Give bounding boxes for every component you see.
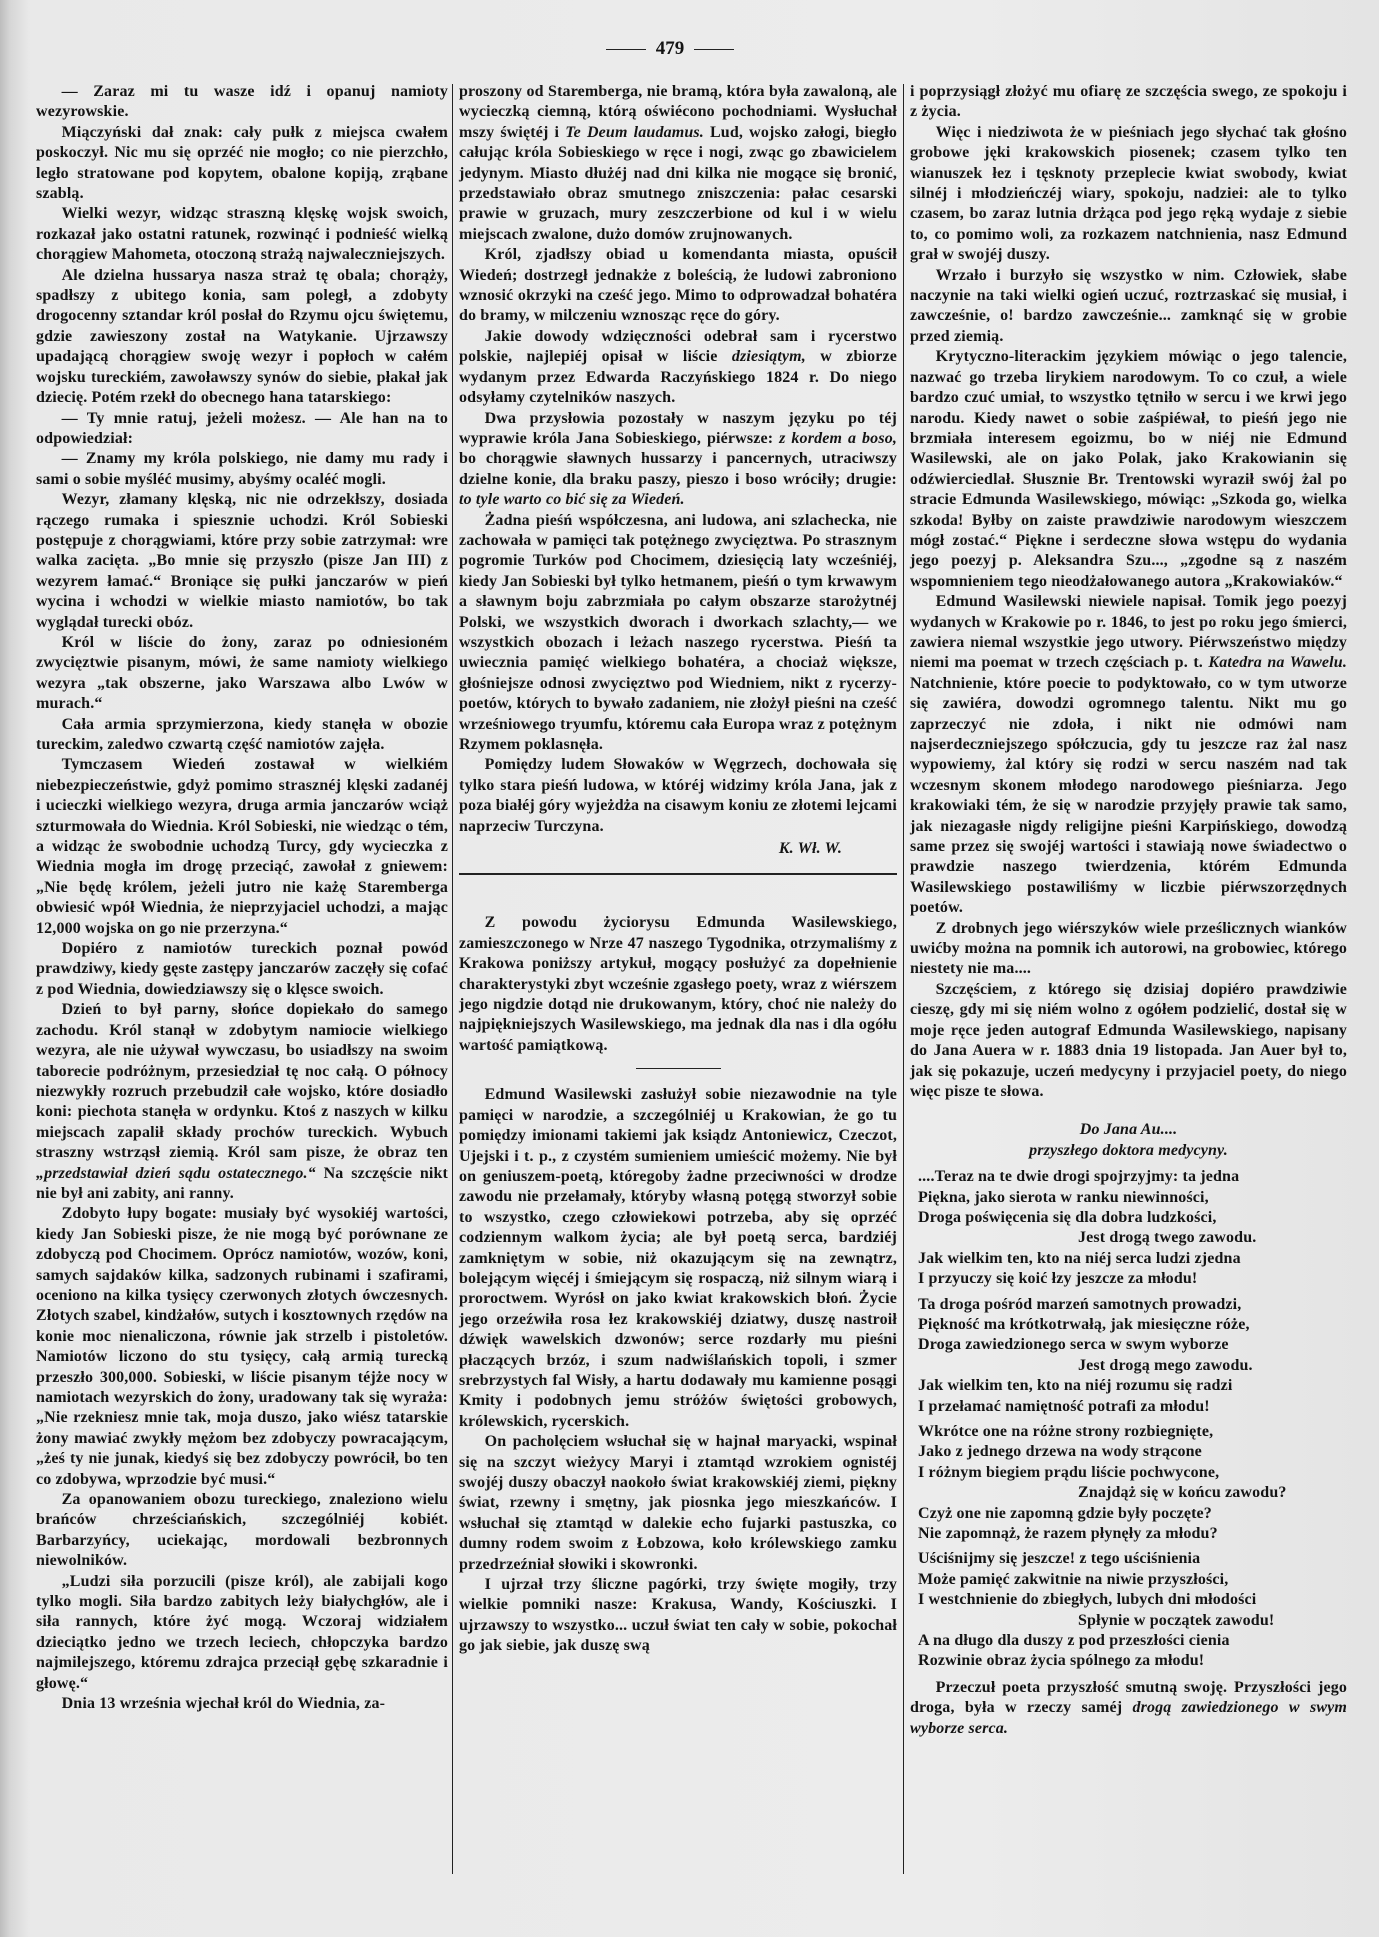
text: Edmund Wasilewski niewiele napisał. Tomik jego poezyj wydanych w Krakowie po r. 1846, to jest po roku jego śmierci, zawiera niemal wszystkie jego utwory. Piérwszeństwo między niemi ma poemat w trzech częściach p. t.: [910, 593, 1347, 672]
paragraph: [36, 266, 448, 409]
paragraph: [910, 123, 1347, 266]
text: Wielki wezyr, widząc straszną klęskę wojsk swoich, rozkazał jako ostatni ratunek, rozwinąć i podnieść wielką chorągiew Mahometa, otoczoną strażą najwaleczniejszych.: [36, 205, 448, 264]
paragraph: [36, 204, 448, 265]
short-rule: [636, 1068, 721, 1069]
italic-text: drogą zawiedzionego w swym wyborze serca.: [910, 1699, 1347, 1737]
poem-line: Jak wielkim ten, kto na niéj serca ludzi zjedna: [918, 1249, 1241, 1267]
poem-line: ....Teraz na te dwie drogi spojrzyjmy: ta jedna: [918, 1168, 1240, 1186]
poem-line: I westchnienie do zbiegłych, lubych dni młodości: [918, 1591, 1257, 1609]
paragraph: [36, 449, 448, 490]
text: Natchnienie, które poecie to podyktowało, co w tym utworze się zawiéra, dowodzi ogromnego talentu. Nikt mu go zaprzeczyć nie zdoła, i nikt nie odmówi nam najserdeczniejszego spółczucia, gdy tu jeszcze raz żal nasz wypowiemy, żal który się rodzi w sercu naszém nad tak wczesnym skonem młodego narodowego pieśniarza. Jego krakowiaki tém, że się w narodzie przyjęły prawie tak samo, jak niezagasłe nigdy religijne pieśni Karpińskiego, dowodzą same przez się swojéj wartości i stawiają nowe świadectwo o prawdzie naszego twierdzenia, którém Edmunda Wasilewskiego postawiliśmy w liczbie piérwszorzędnych poetów.: [910, 674, 1347, 917]
paragraph: [459, 409, 897, 511]
italic-text: Te Deum laudamus.: [565, 123, 704, 141]
author-signature: K. Wł. W.: [778, 840, 842, 858]
text: I ujrzał trzy śliczne pagórki, trzy święte mogiły, trzy wielkie pomniki nasze: Krakusa, Wandy, Kościuszki. I ujrzawszy to wszystko... uczuł świat ten cały w sobie, pokochał go jak siebie, jak duszę swą: [459, 1576, 897, 1655]
poem-stanza: [910, 1295, 1347, 1417]
paragraph: [459, 327, 897, 409]
text: Edmund Wasilewski zasłużył sobie niezawodnie na tyle pamięci w narodzie, a szczególniéj u Krakowian, że go tu pomiędzy imionami takiemi jak ksiądz Antoniewicz, Czeczot, Ujejski i t. p., z czystém sumieniem umieścić możemy. Nie był on geniuszem-poetą, któregoby żadne przeciwności w drodze zawodu nie przełamały, któryby własną potęgą stworzył sobie to wszystko, czego człowiekowi potrzeba, aby się oprzéć codziennym walkom życia; ale był poetą serca, bardziéj zamkniętym w sobie, niż okazującym się na zewnątrz, bolejącym więcéj i śmiejącym się rospaczą, niż silnym wiarą i proroctwem. Wyrósł on jako kwiat krakowskich błoń. Życie jego orzeźwiła rosa łez krakowskiéj dziatwy, duszę nastroił dźwięk wawelskich dzwonów; serce rozdarły mu pieśni płaczących brzóz, i szum nadwiślańskich topoli, i szmer srebrzystych fal Wisły, a hartu dodawały mu kamienne posągi Kmity i podobnych jemu stróżów świętości grobowych, królewskich, rycerskich.: [459, 1086, 897, 1430]
text: — Zaraz mi tu wasze idź i opanuj namioty wezyrowskie.: [36, 83, 448, 121]
paragraph: [910, 347, 1347, 592]
paragraph: [910, 1678, 1347, 1739]
paragraph: [459, 913, 897, 1056]
italic-text: to tyle warto co bić się za Wiedeń.: [459, 491, 685, 509]
text: Pomiędzy ludem Słowaków w Węgrzech, dochowała się tylko stara pieśń ludowa, w któréj widzimy króla Jana, jak z poza białéj góry wyjeżdża na cisawym koniu ze złotemi lejcami naprzeciw Turczyna.: [459, 756, 897, 835]
text: Zdobyto łupy bogate: musiały być wysokiéj wartości, kiedy Jan Sobieski pisze, że nie mogą być porównane ze zdobyczą pod Chocimem. Oprócz namiotów, wozów, koni, samych sajdaków kilka, sadzonych rubinami i szafirami, oceniono na kilka tysięcy czerwonych złotych ówczesnych. Złotych szabel, kindżałów, sutych i kosztownych rzędów na konie moc nienaliczona, równie jak strzelb i pistoletów. Namiotów liczono do stu tysięcy, całą armią turecką przeszło 300,000. Sobieski, w liście pisanym téjże nocy w namiotach wezyrskich do żony, uradowany tak się wyraża: „Nie rzekniesz mnie tak, moja duszo, jako wiész tatarskie żony mawiać zwykły mężom bez zdobyczy powracającym, „żeś ty nie junak, kiedyś się bez zdobyczy powrócił, bo ten co zdobywa, wprzodzie być musi.“: [36, 1205, 448, 1488]
text: Przeczuł poeta przyszłość smutną swoję. Przyszłości jego droga, była w rzeczy saméj: [910, 1678, 1347, 1717]
text: i poprzysiągł złożyć mu ofiarę ze szczęścia swego, ze spokoju i z życia.: [910, 83, 1347, 121]
column-divider: [452, 84, 453, 1874]
paragraph: [36, 123, 448, 205]
column-3: [910, 82, 1347, 1739]
text: On pacholęciem wsłuchał się w hajnał maryacki, wspinał się na szczyt wieżycy Maryi i ztamtąd wzrokiem ognistéj swojéj duszy obaczył naokoło świat krakowskiéj ziemi, piękny świat, rzewny i smętny, jak piosnka jego mieszkańców. I wsłuchał się ztamtąd w dalekie echo fujarki pastuszka, co dumny rodem swoim z Łobzowa, koło królewskiego zamku przedrzeźniał słowiki i skowronki.: [459, 1433, 897, 1573]
column-divider: [903, 84, 904, 1874]
wasilewski-article: [459, 1085, 897, 1656]
text: — Ty mnie ratuj, jeżeli możesz. — Ale han na to odpowiedział:: [36, 409, 448, 447]
text: Jakie dowody wdzięczności odebrał sam i rycerstwo polskie, najlepiéj opisał w liście: [459, 327, 897, 366]
italic-text: dziesiątym,: [731, 348, 806, 366]
poem-line: Rozwinie obraz życia spólnego za młodu!: [918, 1652, 1205, 1670]
poem-stanza: [910, 1549, 1347, 1671]
paragraph: [910, 82, 1347, 123]
poem-line: I różnym biegiem prądu liście pochwycone,: [918, 1463, 1220, 1481]
poem-line: Jest drogą twego zawodu.: [1078, 1229, 1257, 1247]
poem-body: [910, 1167, 1347, 1672]
paragraph: [459, 245, 897, 327]
text: Ale dzielna hussarya nasza straż tę obala; chorąży, spadłszy z ubitego konia, sam poległ, a zdobyty drogocenny sztandar król posłał do Rzymu ojcu świętemu, gdzie zawieszony został na Watykanie. Ujrzawszy upadającą chorągiew swoję wezyr i popłoch w całém wojsku tureckiém, zawoławszy synów do siebie, płakał jak dziecię. Potém rzekł do obecnego hana tatarskiego:: [36, 266, 448, 407]
paragraph: [36, 490, 448, 633]
paragraphs: [459, 82, 897, 837]
text: Tymczasem Wiedeń zostawał w wielkiém niebezpieczeństwie, gdyż pomimo strasznéj klęski zadanéj i ucieczki wielkiego wezyra, druga armia janczarów wciąż szturmowała do Wiednia. Król Sobieski, nie wiedząc o tém, a widząc że swobodnie uchodzą Turcy, gdy wycieczka z Wiednia mogła im drogę przeciąć, zawołał z gniewem: „Nie będę królem, jeżeli jutro nie każę Staremberga obwiesić wpół Wiednia, że nieprzyjaciel uchodzi, a mając 12,000 wojska on go nie przerzyna.“: [36, 756, 448, 937]
text: Król, zjadłszy obiad u komendanta miasta, opuścił Wiedeń; dostrzegł jednakże z boleścią, że ludowi zabroniono wznosić okrzyki na cześć jego. Mimo to odprowadzał bohatéra do bramy, w milczeniu wznosząc ręce do góry.: [459, 246, 897, 325]
paragraph: [36, 1000, 448, 1204]
text: Z drobnych jego wiérszyków wiele prześlicznych wianków uwićby można na pomnik ich autorowi, na grobowiec, którego niestety nie ma....: [910, 919, 1347, 978]
editorial-intro: [459, 913, 897, 1056]
poem-line: Piękna, jako sierota w ranku niewinności,: [918, 1188, 1209, 1206]
paragraph: [36, 939, 448, 1000]
paragraph: [459, 1085, 897, 1432]
text: Dnia 13 września wjechał król do Wiednia, za-: [61, 1695, 386, 1713]
paragraph: [459, 755, 897, 837]
paragraph: [36, 1490, 448, 1572]
text: Król w liście do żony, zaraz po odniesioném zwycięztwie pisanym, mówi, że same namioty wielkiego wezyra „tak obszerne, jako Warszawa albo Lwów w murach.“: [36, 633, 448, 713]
paragraph: [910, 266, 1347, 348]
poem-line: Droga zawiedzionego serca w swym wyborze: [918, 1336, 1229, 1354]
text: Wrzało i burzyło się wszystko w nim. Człowiek, słabe naczynie na taki wielki ogień uczuć, roztrzaskać się musiał, i zawcześnie, o! bardzo zawcześnie... zamknąć się w grobie przed ziemią.: [910, 266, 1347, 345]
text: w zbiorze wydanym przez Edwarda Raczyńskiego 1824 r. Do niego odsyłamy czytelników naszych.: [459, 348, 897, 407]
poem-line: Ta droga pośród marzeń samotnych prowadzi,: [918, 1295, 1242, 1313]
poem-line: Jako z jednego drzewa na wody strącone: [918, 1443, 1202, 1461]
text: bo chorągwie sławnych hussarzy i pancernych, utraciwszy dzielne konie, dla braku paszy, pieszo i boso wróciły; drugie:: [459, 450, 897, 488]
poem-line: I przyuczy się koić łzy jeszcze za młodu!: [918, 1270, 1198, 1288]
text: Szczęściem, z którego się dzisiaj dopiéro prawdziwie cieszę, gdy mi się niém wolno z ogółem podzielić, dostał się w moje ręce jeden autograf Edmunda Wasilewskiego, napisany do Jana Auera w r. 1883 dnia 19 listopada. Jan Auer był to, jak się pokazuje, uczeń medycyny i przyjaciel poety, do niego więc pisze te słowa.: [910, 980, 1347, 1100]
paragraph: [910, 980, 1347, 1102]
text: — Znamy my króla polskiego, nie damy mu rady i sami o sobie myśléć musimy, abyśmy ocaléć mogli.: [36, 450, 448, 488]
paragraph: [910, 919, 1347, 980]
section-rule: [459, 873, 897, 875]
paragraphs: [910, 82, 1347, 1102]
paragraph: [36, 1204, 448, 1490]
poem-title: Do Jana Au....: [1079, 1121, 1178, 1139]
dash-rule: [606, 49, 646, 50]
dash-rule: [694, 49, 734, 50]
paragraph: [459, 511, 897, 756]
poem-line: Wkrótce one na różne strony rozbiegnięte,: [918, 1423, 1214, 1440]
poem-line: Piękność ma krótkotrwałą, jak miesięczne róże,: [918, 1315, 1250, 1333]
page-number: [590, 38, 750, 60]
poem-line: Uściśnijmy się jeszcze! z tego uściśnienia: [918, 1550, 1201, 1568]
text: Lud, wojsko załogi, biegło całując króla Sobieskiego w ręce i nogi, zwąc go zbawicielem jedynym. Miasto dłużéj nad dni kilka nie mogące się bronić, przedstawiało obraz smutnego zniszczenia: pałac cesarski prawie w gruzach, mury zeszczerbione od kul i w wielu miejscach zwalone, dużo domów zrujnowanych.: [459, 123, 898, 243]
text: Cała armia sprzymierzona, kiedy stanęła w obozie tureckim, zaledwo czwartą część namiotów zajęła.: [36, 715, 448, 753]
text: Dwa przysłowia pozostały w naszym języku po téj wyprawie króla Jana Sobieskiego, piérwsze:: [459, 409, 897, 447]
paragraph: [36, 1572, 448, 1694]
paragraph: [36, 82, 448, 123]
poem-stanza: [910, 1422, 1347, 1544]
poem-line: Nie zapomnąż, że razem płynęły za młodu?: [918, 1525, 1218, 1543]
italic-text: „przedstawiał dzień sądu ostatecznego.“: [36, 1164, 316, 1182]
poem-line: Spłynie w początek zawodu!: [1078, 1611, 1275, 1629]
poem-line: Znajdąż się w końcu zawodu?: [1078, 1484, 1287, 1502]
paragraph: [910, 592, 1347, 919]
page-number-text: 479: [655, 38, 685, 59]
text: Dopiéro z namiotów tureckich poznał powód prawdziwy, kiedy gęste zastępy janczarów zaczęły się cofać z pod Wiednia, dowiedziawszy się o klęsce swoich.: [36, 940, 448, 998]
text: Za opanowaniem obozu tureckiego, znaleziono wielu brańców chrześciańskich, szczególniéj kobiét. Barbarzyńcy, uciekając, mordowali bezbronnych niewolników.: [36, 1491, 448, 1570]
paragraph: [36, 633, 448, 715]
poem-line: Czyż one nie zapomną gdzie były poczęte?: [918, 1504, 1212, 1522]
italic-text: z kordem a boso,: [779, 429, 897, 447]
text: Miączyński dał znak: cały pułk z miejsca cwałem poskoczył. Nic mu się oprzéć nie mogło; co nie pierzchło, legło stratowane pod kopytem, obalone kopiją, zrąbane szablą.: [36, 123, 448, 203]
text: Na szczęście nikt nie był ani zabity, ani ranny.: [36, 1164, 448, 1202]
text: Z powodu życiorysu Edmunda Wasilewskiego, zamieszczonego w Nrze 47 naszego Tygodnika, otrzymaliśmy z Krakowa poniższy artykuł, mogący posłużyć za dopełnienie charakterystyki zbyt wcześnie zgasłego poety, wraz z wiérszem jego nigdzie dotąd nie drukowanym, który, choć nie należy do najpiękniejszych Wasilewskiego, ma jednak dla nas i dla ogółu wartość pamiątkową.: [459, 914, 897, 1054]
text: Więc i niedziwota że w pieśniach jego słychać tak głośno grobowe jęki krakowskich piosenek; czasem tylko ten wianuszek łez i tęsknoty przeplecie kwiat swobody, kwiat silnéj i młodzieńczéj wiary, spokoju, nadziei: ale to tylko czasem, bo zaraz lutnia drżąca pod jego ręką wydaje z siebie to, co pomimo woli, za rozkazem natchnienia, nasz Edmund grał w swojéj duszy.: [910, 123, 1347, 264]
poem-line: A na długo dla duszy z pod przeszłości cienia: [918, 1632, 1230, 1650]
paragraph: [36, 715, 448, 756]
text: proszony od Staremberga, nie bramą, która była zawaloną, ale wycieczką ciemną, którą oświécono pochodniami. Wysłuchał mszy świętéj i: [459, 83, 897, 141]
paragraph: [459, 82, 897, 245]
text: Dzień to był parny, słońce dopiekało do samego zachodu. Król stanął w zdobytym namiocie wielkiego wezyra, ale nie używał wywczasu, bo usiadłszy na swoim taborecie podróżnym, przesiedział tę noc całą. O północy niezwykły rozruch przebudził całe wojsko, które dosiadło koni: piechota stanęła w ordynku. Ktoś z naszych w kilku miejscach zapalił składy prochów tureckich. Wybuch straszny wstrząsł ziemią. Król sam pisze, że obraz ten: [36, 1001, 448, 1162]
paragraph: [36, 409, 448, 450]
paragraphs: [36, 82, 448, 1715]
paragraph: [36, 1694, 448, 1714]
text: Wezyr, złamany klęską, nic nie odrzekłszy, dosiada rączego rumaka i spiesznie uchodzi. Król Sobieski postępuje z chorągwiami, które przy sobie zatrzymał: wre walka zacięta. „Bo mnie się przyszło (pisze Jan III) z wezyrem łamać.“ Broniące się pułki janczarów w pień wycina i wchodzi w wielkie miasto namiotów, bo tak wyglądał turecki obóz.: [36, 491, 448, 631]
column-2: [459, 82, 897, 1657]
text: „Ludzi siła porzucili (pisze król), ale zabijali kogo tylko mogli. Siła bardzo zabitych leży białychgłów, ale i siła rannych, które żyć mogą. Wczoraj widziałem dzieciątko jedno we trzech leciech, chłopczyka bardzo najmilejszego, któremu zdrajca przeciął gębę szkaradnie i głowę.“: [36, 1572, 448, 1692]
poem-line: I przełamać namiętność potrafi za młodu!: [918, 1397, 1210, 1415]
poem-stanza: [910, 1167, 1347, 1289]
poem-line: Jak wielkim ten, kto na niéj rozumu się radzi: [918, 1377, 1233, 1395]
text: Krytyczno-literackim językiem mówiąc o jego talencie, nazwać go trzeba lirykiem narodowym. To co czuł, a wiele bardzo czuć umiał, to wszystko tętniło w sercu i we krwi jego narodu. Kiedy nawet o sobie zaśpiéwał, to pieśń jego nie brzmiała interesem egoizmu, bo w niéj nie Edmund Wasilewski, ale on jako Polak, jako Krakowianin się odźwierciedlał. Słusznie Br. Trentowski wyraził swój żal po stracie Edmunda Wasilewskiego, mówiąc: „Szkoda go, wielka szkoda! Byłby on zaiste prawdziwie narodowym wieszczem mógł zostać.“ Piękne i serdeczne słowa wstępu do wydania jego poezyj p. Aleksandra Szu..., „zgodne są z naszém wspomnieniem tego nieodżałowanego autora „Krakowiaków.“: [910, 348, 1347, 590]
paragraph: [459, 1432, 897, 1575]
poem-subtitle: przyszłego doktora medycyny.: [1029, 1141, 1228, 1159]
italic-text: Katedra na Wawelu.: [1208, 654, 1347, 672]
poem-line: Droga poświęcenia się dla dobra ludzkości,: [918, 1208, 1217, 1226]
text: Żadna pieśń współczesna, ani ludowa, ani szlachecka, nie zachowała w pamięci tak potężnego zwycięztwa. Po strasznym pogromie Turków pod Chocimem, dziesięcią laty wcześniéj, kiedy Jan Sobieski był tylko hetmanem, pieśń o tym krwawym a sławnym boju zabrzmiała po całym obszarze starożytnéj Polski, we wszystkich dworach i dworkach szlachty,— we wszystkich obozach i leżach naszego rycerstwa. Pieśń ta uwiecznia pamięć wielkiego bohatéra, a chociaż większe, głośniejsze odnosi zwycięztwo pod Wiedniem, nikt z rycerzy-poetów, których to bywało zadaniem, nie złożył pieśni na cześć wrześniowego tryumfu, któremu cała Europa wraz z potężnym Rzymem poklasnęła.: [459, 511, 897, 753]
paragraph: [459, 1575, 897, 1657]
column-1-sobieski-article: [36, 82, 448, 1715]
closing-paragraph: [910, 1678, 1347, 1739]
paragraph: [36, 755, 448, 939]
poem-line: Może pamięć zakwitnie na niwie przyszłości,: [918, 1570, 1229, 1588]
poem-line: Jest drogą mego zawodu.: [1078, 1356, 1253, 1374]
